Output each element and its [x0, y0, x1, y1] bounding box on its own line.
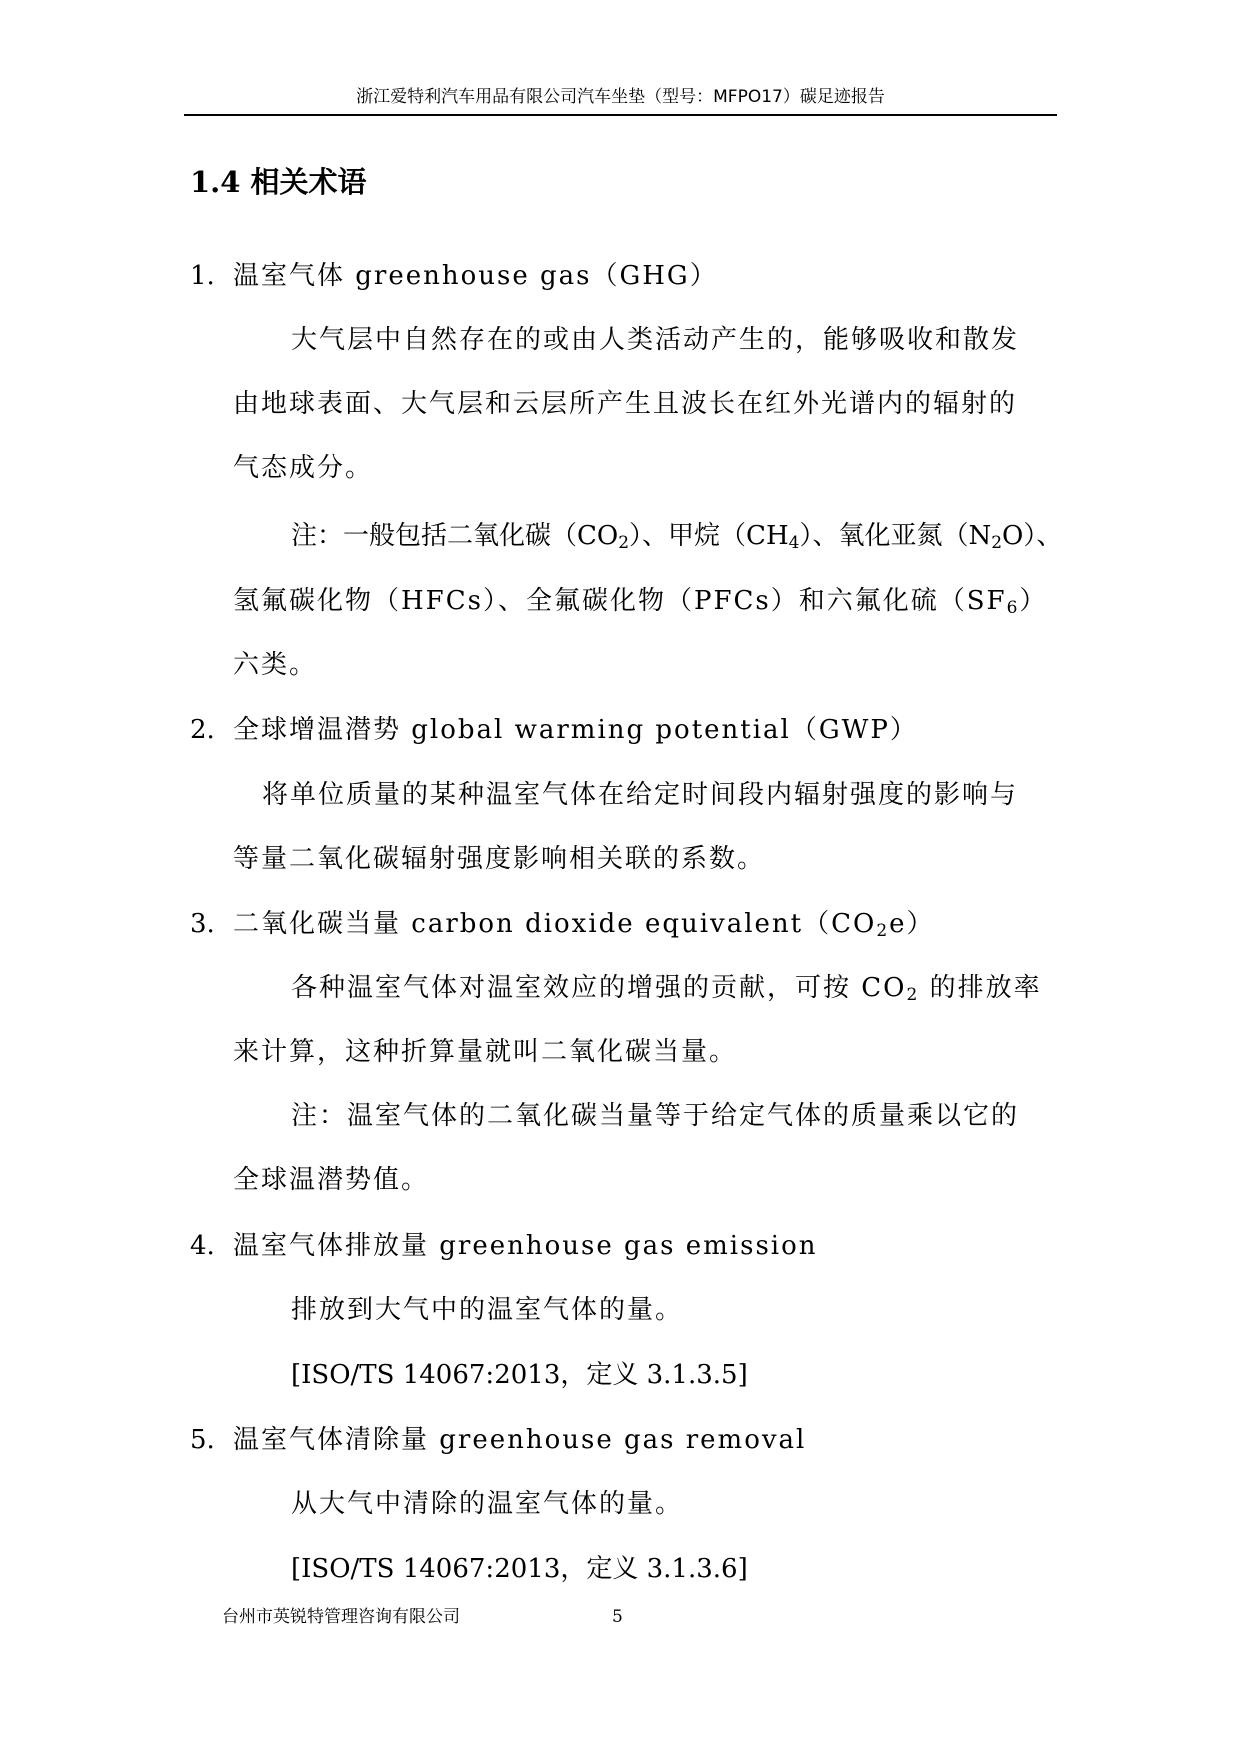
definition-line: 排放到大气中的温室气体的量。	[291, 1295, 684, 1325]
page-header: 浙江爱特利汽车用品有限公司汽车坐垫（型号：MFPO17）碳足迹报告	[356, 87, 885, 107]
definition-line: 从大气中清除的温室气体的量。	[291, 1489, 684, 1519]
term-heading: 温室气体 greenhouse gas（GHG）	[233, 261, 718, 291]
definition-line: 由地球表面、大气层和云层所产生且波长在红外光谱内的辐射的	[233, 389, 1018, 419]
note-line: 注：温室气体的二氧化碳当量等于给定气体的质量乘以它的	[291, 1101, 1020, 1131]
reference-line: [ISO/TS 14067:2013，定义 3.1.3.5]	[291, 1360, 748, 1390]
note-line: 注：一般包括二氧化碳$(CO_2)$、甲烷$(CH_4)$、氧化亚氮$(N_2O)$、	[291, 521, 1063, 553]
definition-line: 等量二氧化碳辐射强度影响相关联的系数。	[233, 844, 766, 874]
footer-company: 台州市英锐特管理咨询有限公司	[222, 1607, 460, 1627]
definition-line: 大气层中自然存在的或由人类活动产生的，能够吸收和散发	[291, 325, 1020, 355]
term-heading: 二氧化碳当量 carbon dioxide $equivalent(CO_2e)$	[233, 909, 935, 941]
definition-line: 气态成分。	[233, 453, 374, 483]
term-number: 1.	[190, 261, 215, 291]
term-number: 3.	[190, 909, 215, 939]
term-number: 4.	[190, 1231, 215, 1261]
term-heading: 全球增温潜势 global warming potential（GWP）	[233, 715, 918, 745]
note-line: 六类。	[233, 650, 318, 680]
term-heading: 温室气体清除量 greenhouse gas removal	[233, 1425, 807, 1455]
definition-line: 各种温室气体对温室效应的增强的贡献，可按 $CO_2$ 的排放率	[291, 973, 1042, 1005]
section-title: 1.4 相关术语	[190, 165, 367, 199]
page-number: 5	[612, 1607, 623, 1627]
header-divider	[184, 114, 1057, 116]
term-number: 5.	[190, 1425, 215, 1455]
note-line: 全球温潜势值。	[233, 1165, 430, 1195]
note-line: 氢氟碳化物（HFCs）、全氟碳化物（PFCs）和六氟化硫$(SF_6)$	[233, 586, 1048, 618]
term-number: 2.	[190, 715, 215, 745]
term-heading: 温室气体排放量 greenhouse gas emission	[233, 1231, 818, 1261]
definition-line: 来计算，这种折算量就叫二氧化碳当量。	[233, 1037, 738, 1067]
definition-line: 将单位质量的某种温室气体在给定时间段内辐射强度的影响与	[262, 780, 1019, 810]
reference-line: [ISO/TS 14067:2013，定义 3.1.3.6]	[291, 1554, 748, 1584]
